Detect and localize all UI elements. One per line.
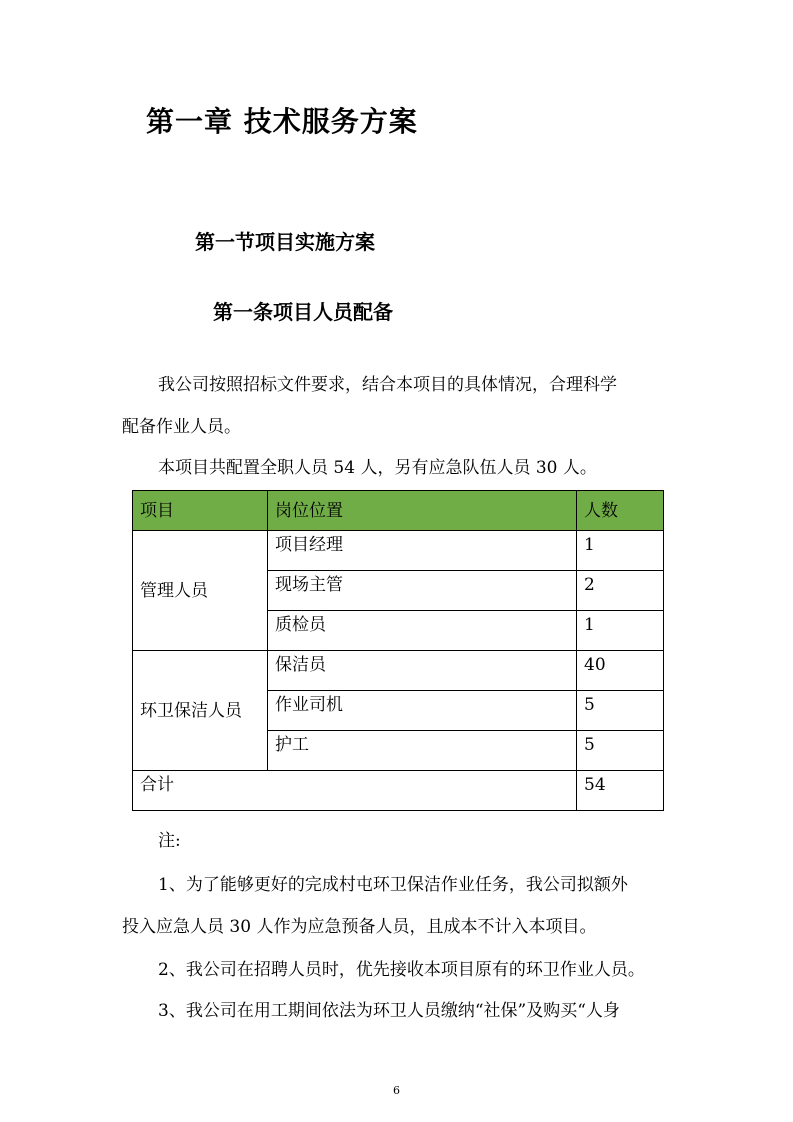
group-name: 管理人员 [133,531,268,651]
header-position: 岗位位置 [268,491,577,531]
total-count: 54 [577,771,664,811]
note-1-line-1: 1、为了能够更好的完成村屯环卫保洁作业任务，我公司拟额外 [158,875,628,895]
notes-label: 注: [158,831,181,851]
table-row [133,531,664,571]
intro-line-3: 本项目共配置全职人员 54 人，另有应急队伍人员 30 人。 [158,458,597,478]
group-name: 环卫保洁人员 [133,651,268,771]
staffing-table [132,490,664,811]
count-cell: 1 [577,611,664,651]
note-2: 2、我公司在招聘人员时，优先接收本项目原有的环卫作业人员。 [158,960,645,980]
page-number: 6 [393,1084,400,1097]
position-cell: 项目经理 [268,531,577,571]
note-1-line-2: 投入应急人员 30 人作为应急预备人员，且成本不计入本项目。 [122,917,597,937]
position-cell: 护工 [268,731,577,771]
position-cell: 保洁员 [268,651,577,691]
note-3: 3、我公司在用工期间依法为环卫人员缴纳“社保”及购买“人身 [158,1001,620,1021]
chapter-title: 第一章 技术服务方案 [146,105,418,138]
count-cell: 5 [577,691,664,731]
count-cell: 40 [577,651,664,691]
table-total-row [133,771,664,811]
intro-line-1: 我公司按照招标文件要求，结合本项目的具体情况，合理科学 [158,375,617,395]
count-cell: 1 [577,531,664,571]
header-count: 人数 [577,491,664,531]
count-cell: 5 [577,731,664,771]
total-label: 合计 [133,771,577,811]
count-cell: 2 [577,571,664,611]
position-cell: 质检员 [268,611,577,651]
section-title: 第一节项目实施方案 [195,230,375,254]
position-cell: 现场主管 [268,571,577,611]
intro-line-2: 配备作业人员。 [122,417,241,437]
table-header-row [133,491,664,531]
table-row [133,651,664,691]
header-item: 项目 [133,491,268,531]
article-title: 第一条项目人员配备 [213,300,393,324]
position-cell: 作业司机 [268,691,577,731]
